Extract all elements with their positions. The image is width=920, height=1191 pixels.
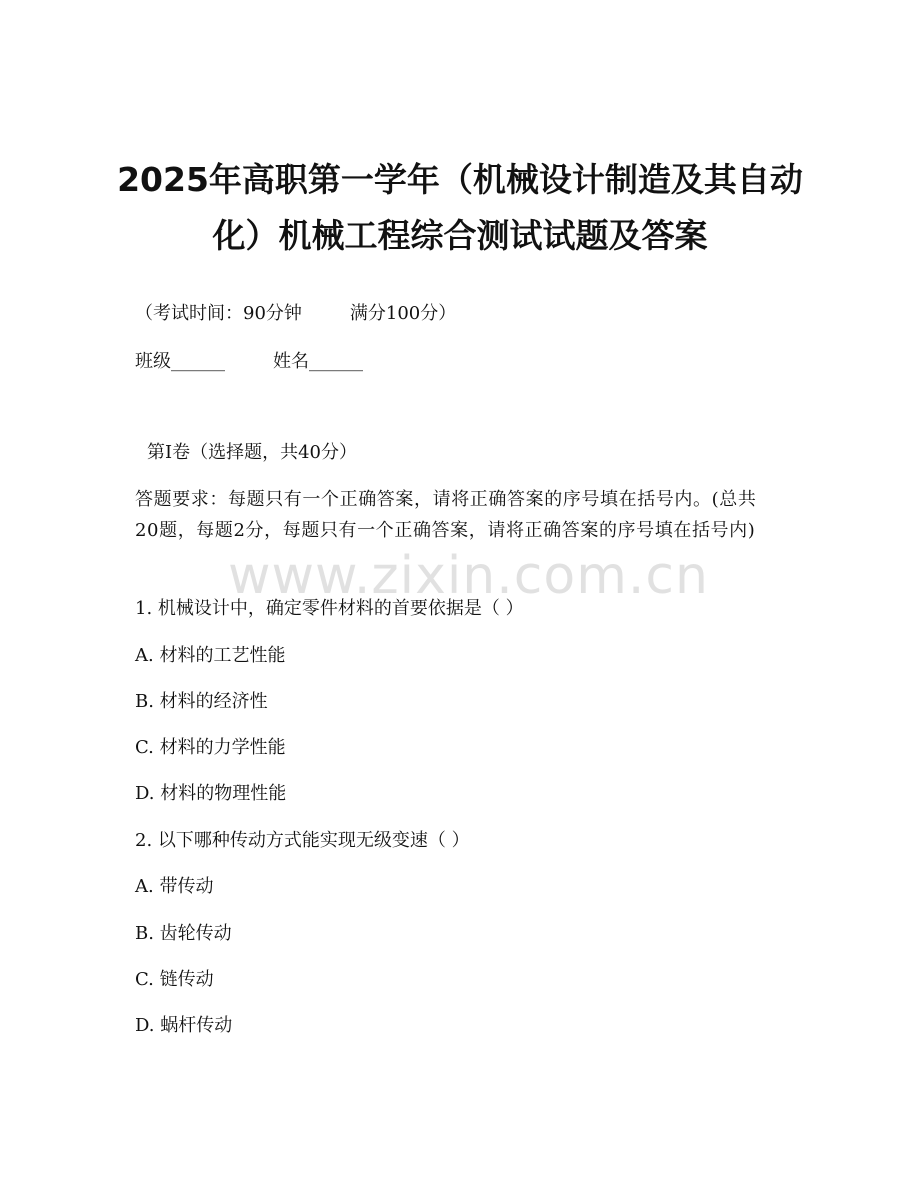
question-1-option-b: B. 材料的经济性 <box>135 691 268 712</box>
question-1-option-c: C. 材料的力学性能 <box>135 737 286 758</box>
question-2-option-a: A. 带传动 <box>135 876 214 897</box>
question-2-option-c: C. 链传动 <box>135 969 214 990</box>
question-2-option-b: B. 齿轮传动 <box>135 923 232 944</box>
exam-info-line <box>135 302 456 326</box>
class-field: 班级______ <box>135 351 225 372</box>
name-field: 姓名______ <box>273 351 363 372</box>
student-fields-line <box>135 350 363 374</box>
instructions-paragraph: 答题要求：每题只有一个正确答案，请将正确答案的序号填在括号内。(总共20题，每题2分，每题只有一个正确答案，请将正确答案的序号填在括号内) <box>135 489 757 541</box>
watermark: www.zixin.com.cn <box>228 546 709 606</box>
document-title: 2025年高职第一学年（机械设计制造及其自动化）机械工程综合测试试题及答案 <box>117 160 803 255</box>
exam-score: 满分100分） <box>349 303 457 324</box>
question-2-stem: 2. 以下哪种传动方式能实现无级变速（ ） <box>135 830 470 851</box>
question-1-option-a: A. 材料的工艺性能 <box>135 645 286 666</box>
question-2-option-d: D. 蜗杆传动 <box>135 1015 233 1036</box>
exam-time: （考试时间：90分钟 <box>135 303 302 324</box>
section-heading: 第Ⅰ卷（选择题，共40分） <box>147 442 358 463</box>
question-1-stem: 1. 机械设计中，确定零件材料的首要依据是（ ） <box>135 598 524 619</box>
question-1-option-d: D. 材料的物理性能 <box>135 783 287 804</box>
